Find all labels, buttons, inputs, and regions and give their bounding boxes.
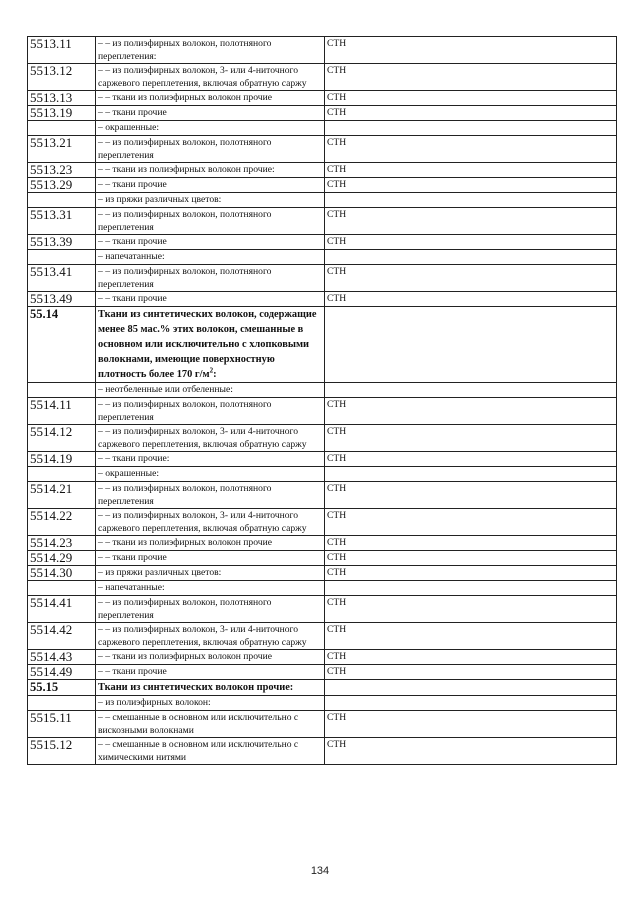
unit-cell — [325, 581, 617, 596]
table-row — [28, 623, 617, 650]
description-cell: – – ткани прочие — [96, 235, 325, 250]
table-row — [28, 482, 617, 509]
description-cell: – напечатанные: — [96, 581, 325, 596]
unit-cell: СТН — [325, 91, 617, 106]
unit-cell: СТН — [325, 106, 617, 121]
unit-cell: СТН — [325, 650, 617, 665]
description-cell: – – из полиэфирных волокон, 3- или 4-ниточного саржевого переплетения, включая обратную саржу — [96, 509, 325, 536]
code-cell: 5513.41 — [28, 265, 96, 292]
code-cell — [28, 696, 96, 711]
code-cell — [28, 193, 96, 208]
description-cell: – – ткани прочие — [96, 551, 325, 566]
code-cell: 5515.11 — [28, 711, 96, 738]
description-cell: – – ткани из полиэфирных волокон прочие: — [96, 163, 325, 178]
code-cell: 5515.12 — [28, 738, 96, 765]
code-cell: 5514.29 — [28, 551, 96, 566]
description-cell: – – смешанные в основном или исключительно с вискозными волокнами — [96, 711, 325, 738]
description-cell: – окрашенные: — [96, 467, 325, 482]
description-cell: – – из полиэфирных волокон, полотняного переплетения — [96, 398, 325, 425]
description-cell: – из пряжи различных цветов: — [96, 566, 325, 581]
unit-cell — [325, 680, 617, 696]
unit-cell: СТН — [325, 136, 617, 163]
code-cell — [28, 250, 96, 265]
code-cell: 55.15 — [28, 680, 96, 696]
code-cell: 5514.49 — [28, 665, 96, 680]
table-row — [28, 64, 617, 91]
code-cell: 5514.23 — [28, 536, 96, 551]
table-row — [28, 250, 617, 265]
unit-cell — [325, 383, 617, 398]
code-cell — [28, 121, 96, 136]
code-cell: 5513.49 — [28, 292, 96, 307]
description-cell: Ткани из синтетических волокон прочие: — [96, 680, 325, 696]
code-cell — [28, 383, 96, 398]
superscript: 2 — [209, 366, 214, 375]
code-cell: 5514.11 — [28, 398, 96, 425]
table-row — [28, 665, 617, 680]
table-row — [28, 738, 617, 765]
table-row — [28, 265, 617, 292]
code-cell: 55.14 — [28, 307, 96, 383]
code-cell: 5514.21 — [28, 482, 96, 509]
table-row — [28, 136, 617, 163]
table-row — [28, 383, 617, 398]
table-row — [28, 121, 617, 136]
code-cell: 5514.19 — [28, 452, 96, 467]
code-cell: 5513.23 — [28, 163, 96, 178]
table-row — [28, 581, 617, 596]
code-cell — [28, 467, 96, 482]
unit-cell — [325, 696, 617, 711]
description-cell: – окрашенные: — [96, 121, 325, 136]
description-cell: – – ткани прочие — [96, 665, 325, 680]
unit-cell: СТН — [325, 551, 617, 566]
table-row — [28, 91, 617, 106]
description-cell: – напечатанные: — [96, 250, 325, 265]
description-cell: – – из полиэфирных волокон, 3- или 4-ниточного саржевого переплетения, включая обратную саржу — [96, 623, 325, 650]
unit-cell: СТН — [325, 536, 617, 551]
table-row — [28, 178, 617, 193]
unit-cell: СТН — [325, 711, 617, 738]
unit-cell — [325, 467, 617, 482]
table-body — [28, 37, 617, 765]
code-cell: 5513.11 — [28, 37, 96, 64]
code-cell: 5514.12 — [28, 425, 96, 452]
code-cell: 5513.39 — [28, 235, 96, 250]
table-row — [28, 193, 617, 208]
table-row — [28, 536, 617, 551]
unit-cell — [325, 250, 617, 265]
code-cell: 5514.43 — [28, 650, 96, 665]
description-cell: – – ткани прочие — [96, 292, 325, 307]
unit-cell: СТН — [325, 509, 617, 536]
code-cell: 5513.13 — [28, 91, 96, 106]
heading-row — [28, 680, 617, 696]
description-cell: – – ткани из полиэфирных волокон прочие — [96, 650, 325, 665]
table-row — [28, 566, 617, 581]
table-row — [28, 596, 617, 623]
description-text: Ткани из синтетических волокон, содержащие менее 85 мас.% этих волокон, смешанные в основном или исключительно с хлопковыми волокнами, имеющие поверхностную плотность более 170 г/м — [98, 309, 317, 380]
code-cell: 5514.22 — [28, 509, 96, 536]
unit-cell: СТН — [325, 64, 617, 91]
unit-cell: СТН — [325, 596, 617, 623]
unit-cell: СТН — [325, 235, 617, 250]
description-cell: – из пряжи различных цветов: — [96, 193, 325, 208]
unit-cell: СТН — [325, 178, 617, 193]
table-row — [28, 509, 617, 536]
code-cell: 5513.21 — [28, 136, 96, 163]
description-cell: – неотбеленные или отбеленные: — [96, 383, 325, 398]
description-cell: – – ткани прочие: — [96, 452, 325, 467]
unit-cell: СТН — [325, 566, 617, 581]
unit-cell — [325, 121, 617, 136]
description-cell: – – из полиэфирных волокон, 3- или 4-ниточного саржевого переплетения, включая обратную саржу — [96, 64, 325, 91]
table-row — [28, 711, 617, 738]
description-cell: – из полиэфирных волокон: — [96, 696, 325, 711]
description-cell: – – ткани прочие — [96, 106, 325, 121]
code-cell: 5513.29 — [28, 178, 96, 193]
page-number: 134 — [310, 865, 330, 877]
unit-cell: СТН — [325, 623, 617, 650]
unit-cell: СТН — [325, 208, 617, 235]
table-row — [28, 292, 617, 307]
description-cell: – – из полиэфирных волокон, полотняного переплетения — [96, 136, 325, 163]
code-cell: 5513.31 — [28, 208, 96, 235]
unit-cell: СТН — [325, 163, 617, 178]
code-cell: 5513.19 — [28, 106, 96, 121]
description-cell: – – ткани из полиэфирных волокон прочие — [96, 536, 325, 551]
description-cell: – – из полиэфирных волокон, полотняного переплетения — [96, 596, 325, 623]
heading-row — [28, 307, 617, 383]
description-cell: – – из полиэфирных волокон, полотняного переплетения: — [96, 37, 325, 64]
unit-cell: СТН — [325, 665, 617, 680]
unit-cell: СТН — [325, 738, 617, 765]
table-row — [28, 163, 617, 178]
description-cell: – – из полиэфирных волокон, полотняного переплетения — [96, 265, 325, 292]
unit-cell: СТН — [325, 452, 617, 467]
code-cell: 5513.12 — [28, 64, 96, 91]
description-cell — [96, 307, 325, 383]
code-cell: 5514.42 — [28, 623, 96, 650]
table-row — [28, 398, 617, 425]
table-row — [28, 208, 617, 235]
tariff-code-table — [27, 36, 617, 765]
table-row — [28, 467, 617, 482]
table-row — [28, 37, 617, 64]
description-cell: – – ткани прочие — [96, 178, 325, 193]
unit-cell: СТН — [325, 37, 617, 64]
code-cell — [28, 581, 96, 596]
description-cell: – – ткани из полиэфирных волокон прочие — [96, 91, 325, 106]
code-cell: 5514.41 — [28, 596, 96, 623]
unit-cell: СТН — [325, 292, 617, 307]
table-row — [28, 235, 617, 250]
table-row — [28, 106, 617, 121]
code-cell: 5514.30 — [28, 566, 96, 581]
unit-cell: СТН — [325, 482, 617, 509]
description-cell: – – из полиэфирных волокон, полотняного переплетения — [96, 208, 325, 235]
unit-cell: СТН — [325, 398, 617, 425]
unit-cell — [325, 307, 617, 383]
unit-cell — [325, 193, 617, 208]
unit-cell: СТН — [325, 265, 617, 292]
table-row — [28, 650, 617, 665]
table-row — [28, 696, 617, 711]
description-tail: : — [213, 369, 217, 380]
table-row — [28, 425, 617, 452]
description-cell: – – смешанные в основном или исключительно с химическими нитями — [96, 738, 325, 765]
description-cell: – – из полиэфирных волокон, 3- или 4-ниточного саржевого переплетения, включая обратную саржу — [96, 425, 325, 452]
table-row — [28, 551, 617, 566]
table-row — [28, 452, 617, 467]
unit-cell: СТН — [325, 425, 617, 452]
description-cell: – – из полиэфирных волокон, полотняного переплетения — [96, 482, 325, 509]
